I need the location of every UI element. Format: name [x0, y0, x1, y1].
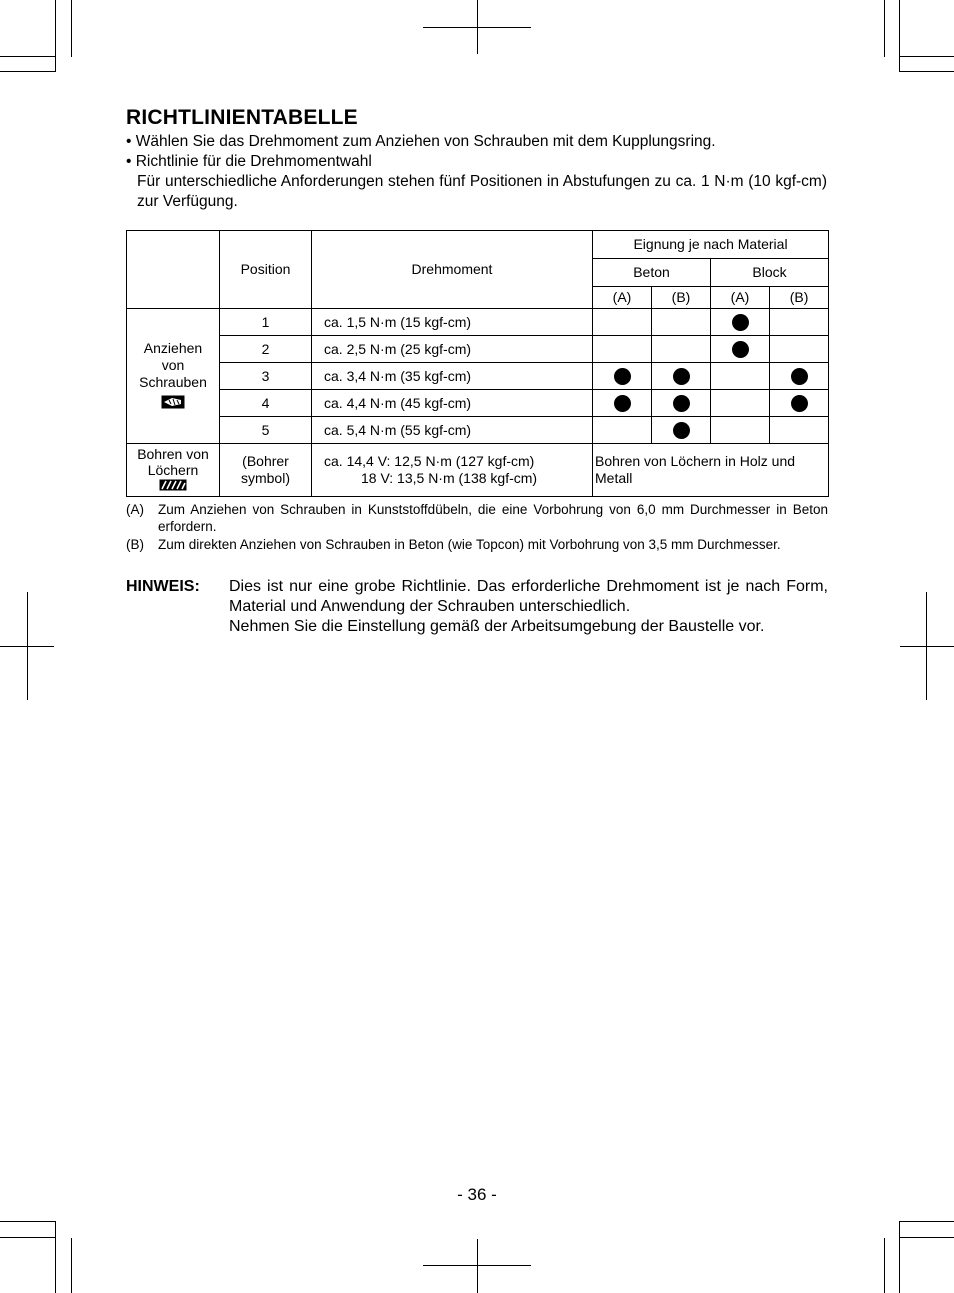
note-body — [229, 577, 828, 637]
position-cell: 2 — [220, 336, 312, 363]
torque-cell: ca. 1,5 N·m (15 kgf-cm) — [312, 309, 593, 336]
table-row-drilling — [127, 444, 829, 497]
mark-cell — [652, 390, 711, 417]
footnote-label: (A) — [126, 502, 144, 517]
header-suitability: Eignung je nach Material — [593, 231, 829, 259]
suitable-dot-icon — [732, 341, 749, 358]
mark-cell — [711, 363, 770, 390]
suitable-dot-icon — [673, 368, 690, 385]
suitable-dot-icon — [614, 395, 631, 412]
table-row — [127, 417, 829, 444]
header-block: Block — [711, 259, 829, 287]
torque-guideline-table — [126, 230, 829, 497]
position-cell: 4 — [220, 390, 312, 417]
mark-cell — [652, 309, 711, 336]
screw-group-cell — [127, 309, 220, 444]
drill-bit-icon — [159, 479, 187, 491]
footnote-label: (B) — [126, 537, 144, 552]
position-cell: 1 — [220, 309, 312, 336]
header-position: Position — [220, 231, 312, 309]
table-row — [127, 363, 829, 390]
drill-torque-line-1: ca. 14,4 V: 12,5 N·m (127 kgf-cm) — [324, 453, 535, 469]
intro-detail: Für unterschiedliche Anforderungen stehen fünf Positionen in Abstufungen zu ca. 1 N·m (10 kgf-cm) zur Verfügung. — [137, 173, 827, 210]
mark-cell — [770, 390, 829, 417]
table-row — [127, 390, 829, 417]
mark-cell — [593, 417, 652, 444]
footnote-b — [126, 536, 828, 553]
mark-cell — [711, 417, 770, 444]
suitable-dot-icon — [673, 422, 690, 439]
mark-cell — [593, 390, 652, 417]
torque-cell: ca. 3,4 N·m (35 kgf-cm) — [312, 363, 593, 390]
mark-cell — [711, 390, 770, 417]
note-text-2: Nehmen Sie die Einstellung gemäß der Arbeitsumgebung der Baustelle vor. — [229, 618, 765, 635]
header-block-b: (B) — [770, 287, 829, 309]
page-number: - 36 - — [457, 1185, 497, 1204]
header-concrete-b: (B) — [652, 287, 711, 309]
header-torque: Drehmoment — [312, 231, 593, 309]
page-title: RICHTLINIENTABELLE — [126, 106, 358, 129]
mark-cell — [711, 309, 770, 336]
suitable-dot-icon — [791, 395, 808, 412]
torque-cell: ca. 4,4 N·m (45 kgf-cm) — [312, 390, 593, 417]
suitable-dot-icon — [732, 314, 749, 331]
mark-cell — [770, 336, 829, 363]
mark-cell — [593, 309, 652, 336]
intro-bullet-2: • Richtlinie für die Drehmomentwahl — [126, 153, 372, 170]
header-concrete: Beton — [593, 259, 711, 287]
note-label: HINWEIS: — [126, 578, 200, 595]
footnote-text: Zum Anziehen von Schrauben in Kunststoffdübeln, die eine Vorbohrung von 6,0 mm Durchmesser in Beton erfordern. — [158, 502, 828, 534]
suitable-dot-icon — [791, 368, 808, 385]
screw-tightening-icon — [161, 395, 185, 409]
torque-cell: ca. 5,4 N·m (55 kgf-cm) — [312, 417, 593, 444]
note-block — [126, 577, 828, 637]
header-concrete-a: (A) — [593, 287, 652, 309]
mark-cell — [711, 336, 770, 363]
torque-cell: ca. 2,5 N·m (25 kgf-cm) — [312, 336, 593, 363]
footnotes — [126, 501, 828, 554]
mark-cell — [652, 336, 711, 363]
position-cell: 5 — [220, 417, 312, 444]
mark-cell — [593, 336, 652, 363]
drill-group-cell — [127, 444, 220, 497]
mark-cell — [770, 363, 829, 390]
note-text-1: Dies ist nur eine grobe Richtlinie. Das erforderliche Drehmoment ist je nach Form, Material und Anwendung der Schrauben unterschiedlich. — [229, 578, 828, 615]
drill-torque-line-2: 18 V: 13,5 N·m (138 kgf-cm) — [361, 470, 538, 486]
screw-group-label: Anziehen von Schrauben — [139, 339, 207, 390]
mark-cell — [770, 309, 829, 336]
drill-group-label: Bohren von Löchern — [137, 446, 209, 478]
intro-bullet-1: • Wählen Sie das Drehmoment zum Anziehen von Schrauben mit dem Kupplungsring. — [126, 133, 716, 150]
table-corner-cell — [127, 231, 220, 309]
position-cell: 3 — [220, 363, 312, 390]
mark-cell — [770, 417, 829, 444]
mark-cell — [593, 363, 652, 390]
header-block-a: (A) — [711, 287, 770, 309]
drill-note-cell: Bohren von Löchern in Holz und Metall — [593, 444, 829, 497]
table-row — [127, 336, 829, 363]
mark-cell — [652, 417, 711, 444]
drill-torque-cell — [312, 444, 593, 497]
footnote-text: Zum direkten Anziehen von Schrauben in Beton (wie Topcon) mit Vorbohrung von 3,5 mm Durchmesser. — [158, 537, 781, 552]
suitable-dot-icon — [673, 395, 690, 412]
mark-cell — [652, 363, 711, 390]
drill-position-cell: (Bohrer symbol) — [220, 444, 312, 497]
suitable-dot-icon — [614, 368, 631, 385]
footnote-a — [126, 501, 828, 535]
table-row — [127, 309, 829, 336]
